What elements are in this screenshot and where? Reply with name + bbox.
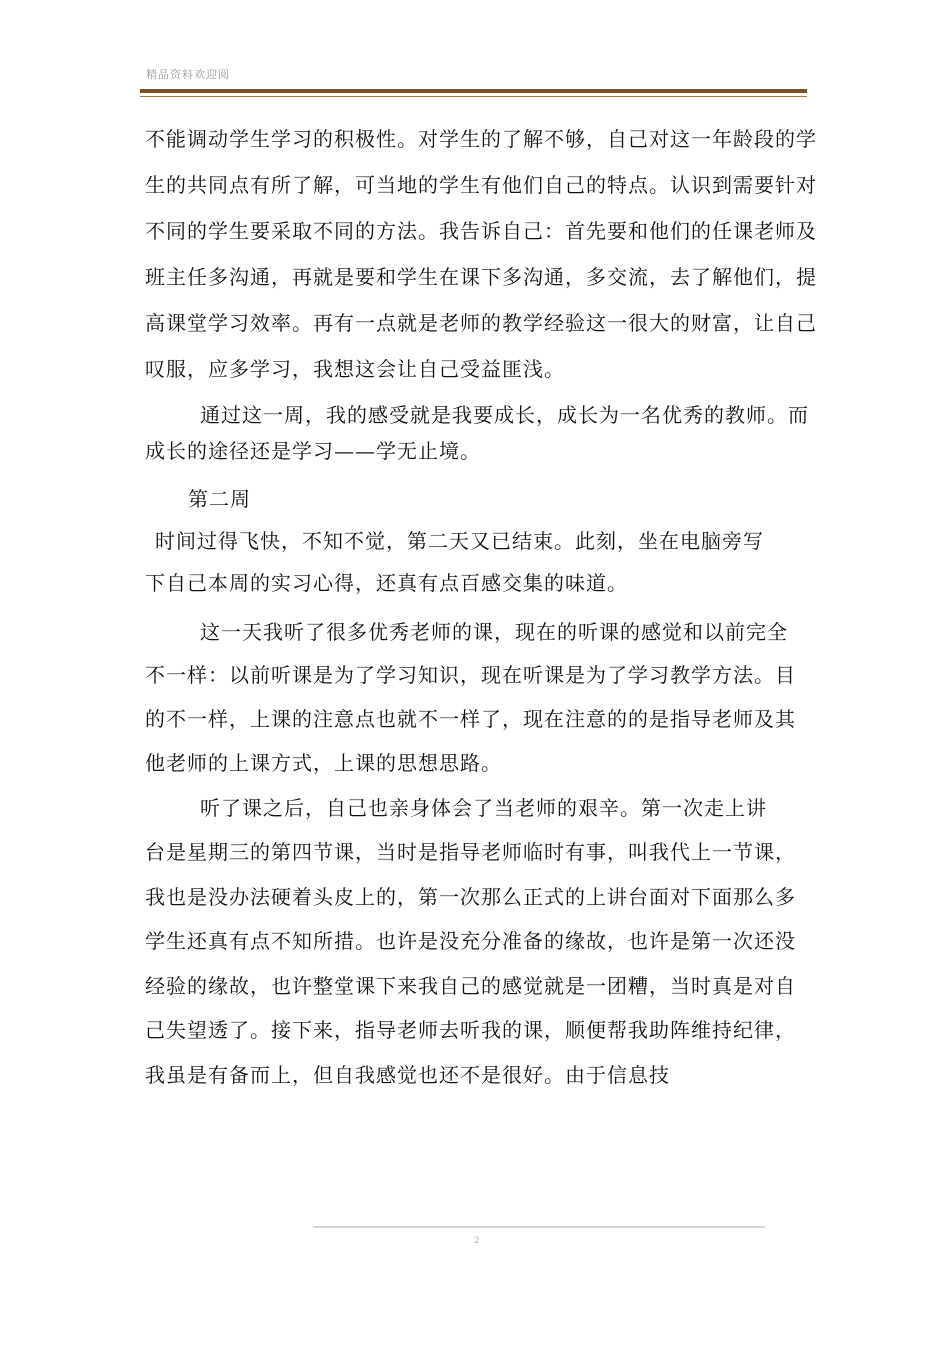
text-line: 叹服，应多学习，我想这会让自己受益匪浅。 [145, 357, 565, 381]
text-line: 他老师的上课方式，上课的思想思路。 [145, 751, 502, 775]
footer-rule [313, 1226, 765, 1228]
header-rule-thick [140, 89, 807, 93]
text-line: 台是星期三的第四节课，当时是指导老师临时有事，叫我代上一节课， [145, 840, 796, 864]
text-line: 己失望透了。接下来，指导老师去听我的课，顺便帮我助阵维持纪律， [145, 1018, 796, 1042]
page-number: 2 [474, 1236, 480, 1246]
text-line: 不同的学生要采取不同的方法。我告诉自己：首先要和他们的任课老师及 [145, 219, 817, 243]
text-line: 这一天我听了很多优秀老师的课，现在的听课的感觉和以前完全 [200, 620, 788, 644]
text-line: 不能调动学生学习的积极性。对学生的了解不够，自己对这一年龄段的学 [145, 127, 817, 151]
text-line: 我虽是有备而上，但自我感觉也还不是很好。由于信息技 [145, 1063, 670, 1087]
text-line: 班主任多沟通，再就是要和学生在课下多沟通，多交流，去了解他们，提 [145, 265, 817, 289]
text-line: 学生还真有点不知所措。也许是没充分准备的缘故，也许是第一次还没 [145, 929, 796, 953]
header-text: 精品资料欢迎阅 [146, 68, 230, 81]
text-line: 不一样：以前听课是为了学习知识，现在听课是为了学习教学方法。目 [145, 663, 796, 687]
header-rule-thin [140, 96, 807, 97]
text-line: 成长的途径还是学习——学无止境。 [145, 439, 481, 463]
text-line: 高课堂学习效率。再有一点就是老师的教学经验这一很大的财富，让自己 [145, 311, 817, 335]
text-line: 我也是没办法硬着头皮上的，第一次那么正式的上讲台面对下面那么多 [145, 885, 796, 909]
text-line: 生的共同点有所了解，可当地的学生有他们自己的特点。认识到需要针对 [145, 173, 817, 197]
text-line: 通过这一周，我的感受就是我要成长，成长为一名优秀的教师。而 [200, 403, 809, 427]
text-line: 的不一样，上课的注意点也就不一样了，现在注意的的是指导老师及其 [145, 707, 796, 731]
text-line: 经验的缘故，也许整堂课下来我自己的感觉就是一团糟，当时真是对自 [145, 974, 796, 998]
text-line: 时间过得飞快，不知不觉，第二天又已结束。此刻，坐在电脑旁写 [155, 529, 764, 553]
section-heading: 第二周 [188, 487, 251, 511]
text-line: 听了课之后，自己也亲身体会了当老师的艰辛。第一次走上讲 [200, 796, 767, 820]
text-line: 下自己本周的实习心得，还真有点百感交集的味道。 [145, 571, 628, 595]
